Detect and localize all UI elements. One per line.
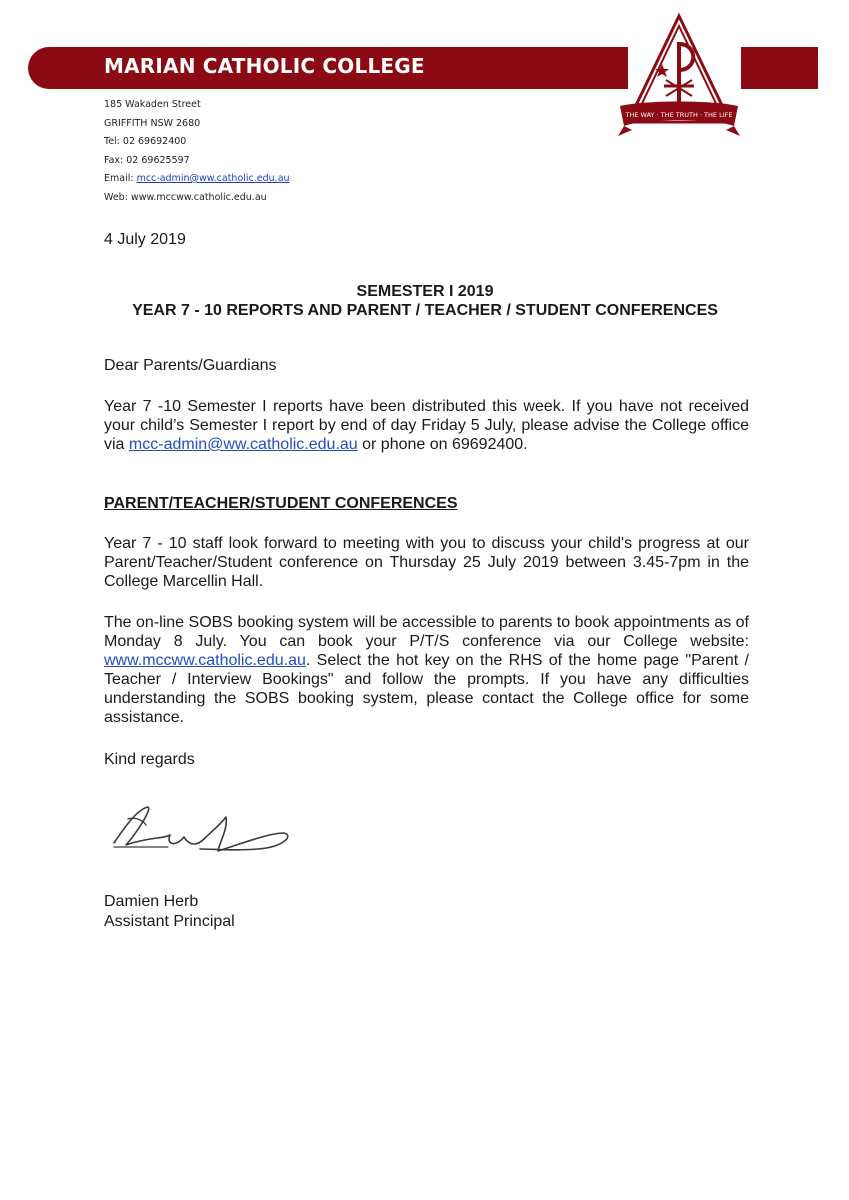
website-link[interactable]: www.mccww.catholic.edu.au [104, 652, 306, 669]
web: Web: www.mccww.catholic.edu.au [104, 191, 267, 203]
college-name: MARIAN CATHOLIC COLLEGE [104, 54, 425, 78]
heading-line2: YEAR 7 - 10 REPORTS AND PARENT / TEACHER / STUDENT CONFERENCES [132, 302, 718, 319]
signature-icon [108, 795, 293, 865]
header-banner-right [741, 47, 818, 89]
closing: Kind regards [104, 751, 195, 768]
tel: Tel: 02 69692400 [104, 136, 187, 147]
para1-after: or phone on 69692400. [357, 436, 528, 453]
signatory-name: Damien Herb [104, 893, 199, 910]
letterhead-contact [104, 96, 290, 207]
signatory-title: Assistant Principal [104, 913, 235, 930]
address-line2: GRIFFITH NSW 2680 [104, 117, 201, 129]
college-crest-icon [616, 12, 742, 144]
paragraph-booking [104, 613, 749, 727]
para3-before: The on-line SOBS booking system will be accessible to parents to book appointments as of Monday 8 July. You can book your P/T/S conference via our College website: [104, 614, 749, 650]
email-label: Email: [104, 173, 137, 184]
paragraph-conferences: Year 7 - 10 staff look forward to meeting with you to discuss your child's progress at our Parent/Teacher/Student conference on Thursday 25 July 2019 between 3.45-7pm in the College Marcellin Hall. [104, 535, 749, 590]
salutation: Dear Parents/Guardians [104, 357, 277, 374]
para1-text: Year 7 -10 Semester I reports have been distributed this week. If you have not received your child’s Semester I report by end of day Friday 5 July, please advise the College office via [104, 398, 749, 453]
email-link[interactable]: mcc-admin@ww.catholic.edu.au [136, 173, 290, 184]
email-line [104, 170, 290, 189]
section-title: PARENT/TEACHER/STUDENT CONFERENCES [104, 495, 458, 512]
letter-date: 4 July 2019 [104, 231, 186, 248]
address-line1: 185 Wakaden Street [104, 99, 201, 110]
heading-line1: SEMESTER I 2019 [356, 283, 494, 300]
fax: Fax: 02 69625597 [104, 154, 190, 166]
paragraph-reports [104, 397, 749, 454]
para3-after: . Select the hot key on the RHS of the home page "Parent / Teacher / Interview Bookings" and follow the prompts. If you have any difficulties understanding the SOBS booking system, please contact the College office for some assistance. [104, 652, 749, 726]
email-link-inline[interactable]: mcc-admin@ww.catholic.edu.au [128, 436, 358, 453]
crest-motto: THE WAY · THE TRUTH · THE LIFE [625, 111, 733, 119]
